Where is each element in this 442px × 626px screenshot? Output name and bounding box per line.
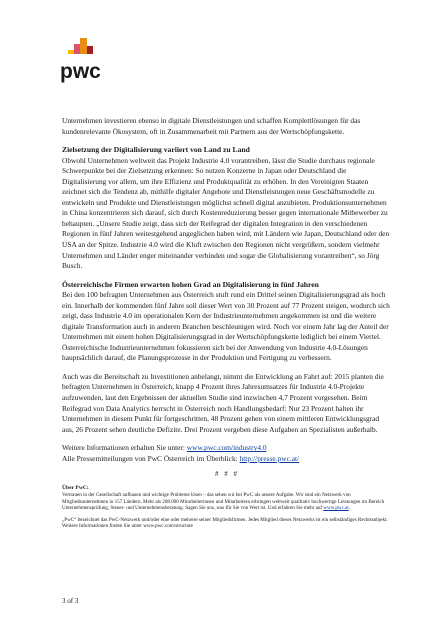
- intro-paragraph: Unternehmen investieren ebenso in digitale Dienstleistungen und schaffen Komplettlösungen für das kundenrelevante Ökosystem, oft in Zusammenarbeit mit Partnern aus der Wertschöpfungskette.: [62, 116, 361, 136]
- section-heading-austria: Österreichische Firmen erwarten hohen Grad an Digitalisierung in fünf Jahren: [62, 279, 319, 289]
- investment-paragraph: Auch was die Bereitschaft zu Investitionen anbelangt, nimmt die Entwicklung an Fahrt auf: 2015 planten die befragten Unternehmen in Österreich, knapp 4 Prozent ihres Jahresumsatzes für Industrie 4.0-Projekte aufzuwenden, laut den Ergebnissen der aktuellen Studie sind inzwischen 4,7 Prozent vorgesehen. Beim Reifegrad von Data Analytics herrscht in Österreich noch Handlungsbedarf: Nur 23 Prozent halten ihr Unternehmen in diesem Punkt für fortgeschritten, 48 Prozent gehen von einem mittleren Entwicklungsgrad aus, 26 Prozent sehen deutliche Defizite. Drei Prozent vergeben diese Aufgaben an Spezialisten außerhalb.: [62, 371, 384, 434]
- page-number: 3 of 3: [62, 597, 79, 605]
- pwc-logo-mark: [60, 38, 100, 86]
- press-line: [62, 454, 392, 465]
- press-text: Alle Pressemitteilungen von PwC Österreich im Überblick:: [62, 453, 240, 463]
- about-end: .: [348, 505, 351, 512]
- info-text: Weitere Informationen erhalten Sie unter:: [62, 443, 187, 453]
- press-release-body: [62, 116, 392, 530]
- pwc-wordmark: pwc: [60, 60, 100, 83]
- section-heading-goals: Zielsetzung der Digitalisierung variiert von Land zu Land: [62, 145, 250, 155]
- press-link[interactable]: http://presse.pwc.at/: [239, 453, 300, 463]
- section-body-goals: Obwohl Unternehmen weltweit das Projekt Industrie 4.0 vorantreiben, lässt die Studie durchaus regionale Schwerpunkte bei der Zielsetzung erkennen: So nutzen Konzerne in Japan oder Deutschland die Digitalisierung vor allem, um ihre Effizienz und Produktqualität zu erhöhen. In den Vereinigten Staaten zeichnet sich die Tendenz ab, mithilfe digitaler Angebote und Dienstleistungen neue Geschäftsmodelle zu entwickeln und Produkte und Dienstleistungen möglichst schnell digital anzubieten. Produktionsunternehmen in China konzentrieren sich darauf, sich durch Kostenreduzierung besser gegen internationale Mitbewerber zu behaupten. „Unsere Studie zeigt, dass sich der Reifegrad der digitalen Integration in den verschiedenen Regionen in fünf Jahren weitestgehend angeglichen haben wird, mit Ländern wie Japan, Deutschland oder den USA an der Spitze. Industrie 4.0 wird die Kluft zwischen den Regionen nicht vergrößern, sondern vielmehr Unternehmen und Länder enger miteinander verbinden und sogar die Globalisierung vorantreiben“, so Jörg Busch.: [62, 155, 390, 271]
- legal-text: „PwC“ bezeichnet das PwC-Netzwerk und/oder eine oder mehrere seiner Mitgliedsfirmen. Jedes Mitglied dieses Netzwerks ist ein selbständiges Rechtssubjekt. Weitere Informationen finden Sie unter www.pwc.com/structure: [62, 516, 388, 530]
- about-text: [62, 492, 392, 512]
- pwc-at-link[interactable]: www.pwc.at: [323, 505, 349, 512]
- separator: # # #: [215, 470, 239, 479]
- section-body-austria: Bei den 100 befragten Unternehmen aus Österreich stuft rund ein Drittel seinen Digitalisierungsgrad als hoch ein. Innerhalb der kommenden fünf Jahre soll dieser Wert von 30 Prozent auf 77 Prozent steigen, wodurch sich zeigt, dass Industrie 4.0 im operationalen Kern der Industrieunternehmen angekommen ist und die weitere digitale Transformation auch in anderen Branchen beschleunigen wird. Noch vor einem Jahr lag der Anteil der Unternehmen mit einem hohen Digitalisierungsgrad in der Wertschöpfungskette lediglich bei einem Viertel. Österreichische Industrieunternehmen fokussieren sich bei der Anwendung von Industrie 4.0-Lösungen hauptsächlich darauf, die Planungsprozesse in der Produktion und Fertigung zu verbessern.: [62, 290, 390, 363]
- about-body: Vertrauen in der Gesellschaft aufbauen und wichtige Probleme lösen – das sehen wir bei PwC als unsere Aufgabe. Wir sind ein Netzwerk von Mitgliedsunternehmen in 157 Ländern. Mehr als 208.000 Mitarbeiterinnen und Mitarbeitern erbringen weltweit qualitativ hochwertige Leistungen im Bereich Unternehmensprüfung, Steuer- und Unternehmensberatung. Sagen Sie uns, was für Sie von Wert ist. Und erfahren Sie mehr auf: [62, 492, 385, 512]
- info-line: [62, 443, 392, 454]
- pwc-logo: [60, 38, 100, 86]
- industry-link[interactable]: www.pwc.com/industry4.0: [186, 443, 267, 453]
- about-title: Über PwC:: [62, 485, 89, 492]
